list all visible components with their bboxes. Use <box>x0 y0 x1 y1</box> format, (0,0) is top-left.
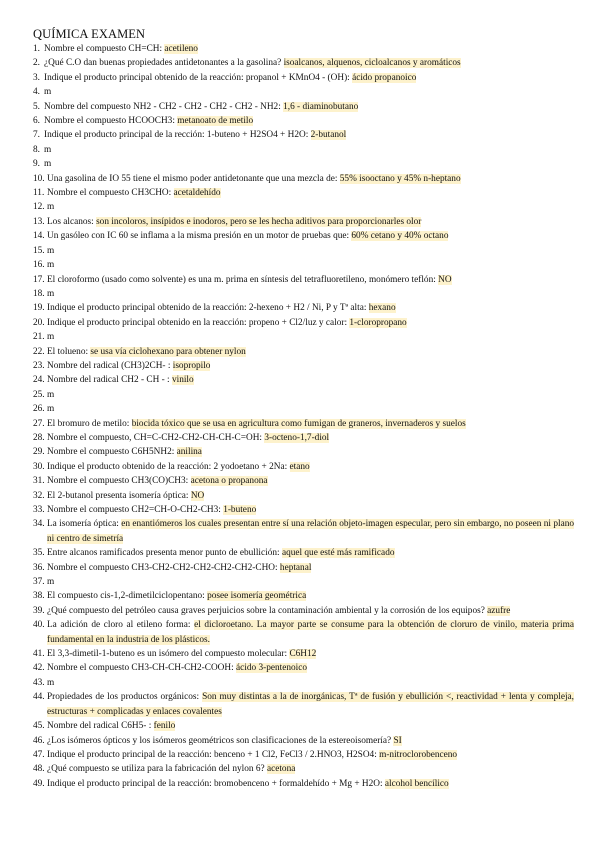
question-item <box>33 460 574 474</box>
question-text: Nombre el compuesto CH3(CO)CH3: <box>47 476 191 487</box>
answer-highlight: 3-octeno-1,7-diol <box>264 432 330 443</box>
question-body <box>47 316 574 330</box>
question-item <box>33 748 574 762</box>
question-body <box>47 474 574 488</box>
question-number: 16. <box>33 260 45 271</box>
question-number: 38. <box>33 591 45 602</box>
question-number: 40. <box>33 620 45 631</box>
question-list <box>33 42 574 791</box>
question-number: 33. <box>33 505 45 515</box>
question-text: m <box>47 577 55 588</box>
answer-highlight: acetileno <box>164 44 198 54</box>
question-body <box>47 690 574 719</box>
question-number: 11. <box>33 188 45 199</box>
question-text: m <box>47 288 55 299</box>
question-item <box>33 661 574 675</box>
question-number: 27. <box>33 418 45 429</box>
answer-highlight: Son muy distintas a la de inorgánicas, Tª de fusión y ebullición <, reactividad + lenta y compleja, estructuras + complicadas y enlaces covalentes <box>47 692 574 717</box>
answer-highlight: NO <box>190 490 205 501</box>
question-item <box>33 100 574 114</box>
question-item <box>33 373 574 387</box>
question-number: 30. <box>33 461 45 472</box>
question-number: 17. <box>33 274 45 285</box>
question-item <box>33 71 574 85</box>
question-text: Indique el producto principal obtenido en la reacción: propeno + Cl2/luz y calor: <box>47 317 350 328</box>
question-body <box>47 647 574 661</box>
question-item <box>33 172 574 186</box>
answer-highlight: posee isomería geométrica <box>207 591 307 602</box>
question-number: 8. <box>33 144 40 155</box>
question-body <box>47 200 574 214</box>
question-number: 24. <box>33 375 45 386</box>
question-item <box>33 330 574 344</box>
question-body <box>47 661 574 675</box>
question-text: m <box>44 159 52 170</box>
answer-highlight: vinilo <box>171 375 194 386</box>
question-item <box>33 287 574 301</box>
question-item <box>33 186 574 200</box>
answer-highlight: 1,6 - diaminobutano <box>283 101 359 112</box>
question-item <box>33 445 574 459</box>
question-body <box>44 56 574 70</box>
question-body <box>47 676 574 690</box>
question-text: Indique el producto principal obtenido de la reacción: propanol + KMnO4 - (OH): <box>44 72 353 83</box>
answer-highlight: metanoato de metilo <box>177 116 254 127</box>
question-item <box>33 762 574 776</box>
question-text: m <box>47 332 55 343</box>
question-body <box>47 373 574 387</box>
answer-highlight: acetaldehído <box>173 188 221 199</box>
question-item <box>33 777 574 791</box>
question-text: Indique el producto principal de la reacción: bromobenceno + formaldehído + Mg + H2O: <box>47 778 385 789</box>
question-number: 7. <box>33 130 40 141</box>
question-text: El compuesto cis-1,2-dimetilciclopentano: <box>47 591 208 602</box>
question-number: 14. <box>33 231 45 242</box>
answer-highlight: biocida tóxico que se usa en agricultura como fumigan de graneros, invernaderos y suelos <box>131 418 466 429</box>
question-number: 45. <box>33 721 45 732</box>
question-number: 35. <box>33 548 45 559</box>
answer-highlight: anilina <box>176 447 202 458</box>
question-item <box>33 517 574 546</box>
question-body <box>47 604 574 618</box>
question-item <box>33 575 574 589</box>
question-text: Indique el producto principal de la rección: 1-buteno + H2SO4 + H2O: <box>44 130 311 141</box>
question-text: El cloroformo (usado como solvente) es una m. prima en síntesis del tetrafluoretileno, monómero teflón: <box>47 274 439 285</box>
question-body <box>47 503 574 517</box>
question-number: 39. <box>33 605 45 616</box>
answer-highlight: C6H12 <box>289 649 317 660</box>
question-item <box>33 56 574 70</box>
question-text: Nombre el compuesto, CH=C-CH2-CH2-CH-CH-C=OH: <box>47 432 265 443</box>
question-body <box>47 330 574 344</box>
question-body <box>47 748 574 762</box>
answer-highlight: m-nitroclorobenceno <box>379 749 458 760</box>
question-text: ¿Qué C.O dan buenas propiedades antidetonantes a la gasolina? <box>44 58 284 69</box>
question-text: Indique el producto principal obtenido de la reacción: 2-hexeno + H2 / Ni, P y Tª alta: <box>47 303 369 314</box>
question-body <box>47 417 574 431</box>
question-body <box>47 719 574 733</box>
question-body <box>44 114 574 128</box>
question-number: 20. <box>33 317 45 328</box>
question-number: 23. <box>33 360 45 371</box>
question-text: Nombre del radical CH2 - CH - : <box>47 375 172 386</box>
question-number: 21. <box>33 332 45 343</box>
question-number: 6. <box>33 116 40 127</box>
question-number: 4. <box>33 87 40 98</box>
question-item <box>33 316 574 330</box>
question-text: La adición de cloro al etileno forma: <box>47 620 195 631</box>
question-item <box>33 388 574 402</box>
question-item <box>33 604 574 618</box>
answer-highlight: 1-cloropropano <box>349 317 407 328</box>
question-text: ¿Los isómeros ópticos y los isómeros geométricos son clasificaciones de la estereoisomería? <box>47 735 394 746</box>
question-text: La isomería óptica: <box>47 519 122 530</box>
question-body <box>47 345 574 359</box>
question-item <box>33 431 574 445</box>
question-item <box>33 402 574 416</box>
question-number: 12. <box>33 202 45 213</box>
question-body <box>47 777 574 791</box>
answer-highlight: 1-buteno <box>223 505 257 515</box>
question-number: 32. <box>33 490 45 501</box>
question-text: ¿Qué compuesto se utiliza para la fabricación del nylon 6? <box>47 764 267 775</box>
answer-highlight: heptanal <box>279 562 312 573</box>
answer-highlight: isoalcanos, alquenos, cicloalcanos y aromáticos <box>283 58 461 69</box>
question-body <box>44 42 574 56</box>
question-text: m <box>47 404 55 415</box>
question-number: 34. <box>33 519 45 530</box>
question-text: Nombre el compuesto HCOOCH3: <box>44 116 178 127</box>
question-number: 19. <box>33 303 45 314</box>
answer-highlight: SI <box>393 735 402 746</box>
question-body <box>47 301 574 315</box>
question-text: Indique el producto obtenido de la reacción: 2 yodoetano + 2Na: <box>47 461 290 472</box>
question-body <box>47 589 574 603</box>
question-text: m <box>47 677 55 688</box>
question-body <box>47 618 574 647</box>
question-text: ¿Qué compuesto del petróleo causa graves perjuicios sobre la contaminación ambiental y la corrosión de los equipos? <box>47 605 488 616</box>
answer-highlight: son incoloros, insípidos e inodoros, pero se les hecha aditivos para proporcionarles olor <box>96 216 422 227</box>
question-item <box>33 647 574 661</box>
question-item <box>33 503 574 517</box>
question-text: m <box>44 144 52 155</box>
question-number: 26. <box>33 404 45 415</box>
question-text: Nombre el compuesto CH3-CH-CH-CH2-COOH: <box>47 663 237 674</box>
question-text: El 2-butanol presenta isomería óptica: <box>47 490 191 501</box>
question-number: 3. <box>33 72 40 83</box>
question-body <box>47 762 574 776</box>
question-item <box>33 546 574 560</box>
question-text: Los alcanos: <box>47 216 97 227</box>
question-body <box>47 273 574 287</box>
question-body <box>44 71 574 85</box>
question-body <box>47 172 574 186</box>
question-text: Nombre del radical (CH3)2CH- : <box>47 360 173 371</box>
answer-highlight: NO <box>438 274 452 285</box>
question-item <box>33 359 574 373</box>
question-text: Nombre el compuesto CH2=CH-O-CH2-CH3: <box>47 505 224 515</box>
question-text: m <box>47 245 55 256</box>
question-body <box>47 445 574 459</box>
question-item <box>33 273 574 287</box>
question-number: 47. <box>33 749 45 760</box>
question-body <box>44 100 574 114</box>
question-item <box>33 143 574 157</box>
question-number: 36. <box>33 562 45 573</box>
question-item <box>33 200 574 214</box>
question-text: Una gasolina de IO 55 tiene el mismo poder antidetonante que una mezcla de: <box>47 173 340 184</box>
question-item <box>33 114 574 128</box>
question-item <box>33 690 574 719</box>
question-number: 42. <box>33 663 45 674</box>
question-body <box>44 128 574 142</box>
answer-highlight: 60% cetano y 40% octano <box>351 231 449 242</box>
question-number: 46. <box>33 735 45 746</box>
answer-highlight: se usa vía ciclohexano para obtener nylon <box>90 346 246 357</box>
question-text: El bromuro de metilo: <box>47 418 132 429</box>
answer-highlight: hexano <box>368 303 396 314</box>
question-item <box>33 719 574 733</box>
question-text: m <box>47 389 55 400</box>
question-item <box>33 589 574 603</box>
question-text: Nombre del compuesto NH2 - CH2 - CH2 - CH2 - CH2 - NH2: <box>44 101 284 112</box>
question-number: 48. <box>33 764 45 775</box>
question-number: 31. <box>33 476 45 487</box>
question-text: El tolueno: <box>47 346 91 357</box>
answer-highlight: el dicloroetano. La mayor parte se consume para la obtención de cloruro de vinilo, materia prima fundamental en la industria de los plásticos. <box>47 620 574 645</box>
answer-highlight: ácido 3-pentenoico <box>236 663 308 674</box>
question-text: Un gasóleo con IC 60 se inflama a la misma presión en un motor de pruebas que: <box>47 231 352 242</box>
question-number: 10. <box>33 173 45 184</box>
question-number: 22. <box>33 346 45 357</box>
question-item <box>33 258 574 272</box>
question-item <box>33 229 574 243</box>
question-text: Nombre el compuesto CH3CHO: <box>47 188 174 199</box>
question-number: 1. <box>33 44 40 54</box>
question-text: El 3,3-dimetil-1-buteno es un isómero del compuesto molecular: <box>47 649 290 660</box>
question-text: m <box>47 260 55 271</box>
question-body <box>47 229 574 243</box>
answer-highlight: acetona o propanona <box>190 476 268 487</box>
question-body <box>47 561 574 575</box>
question-body <box>47 460 574 474</box>
question-text: Nombre el compuesto C6H5NH2: <box>47 447 177 458</box>
question-body <box>47 186 574 200</box>
question-item <box>33 618 574 647</box>
question-item <box>33 301 574 315</box>
question-body <box>47 402 574 416</box>
answer-highlight: aquel que esté más ramificado <box>281 548 395 559</box>
question-text: Nombre el compuesto CH=CH: <box>44 44 165 54</box>
question-body <box>47 359 574 373</box>
question-body <box>47 431 574 445</box>
question-number: 49. <box>33 778 45 789</box>
question-body <box>47 287 574 301</box>
question-body <box>44 143 574 157</box>
question-item <box>33 561 574 575</box>
question-text: m <box>47 202 55 213</box>
question-body <box>44 85 574 99</box>
question-body <box>47 546 574 560</box>
answer-highlight: 2-butanol <box>310 130 347 141</box>
question-body <box>47 258 574 272</box>
question-item <box>33 489 574 503</box>
answer-highlight: fenilo <box>153 721 176 732</box>
question-number: 18. <box>33 288 45 299</box>
question-body <box>47 517 574 546</box>
question-number: 37. <box>33 577 45 588</box>
question-item <box>33 345 574 359</box>
question-body <box>47 575 574 589</box>
question-body <box>47 215 574 229</box>
question-number: 28. <box>33 432 45 443</box>
answer-highlight: alcohol bencílico <box>384 778 449 789</box>
answer-highlight: 55% isooctano y 45% n-heptano <box>339 173 461 184</box>
question-body <box>47 489 574 503</box>
question-body <box>47 388 574 402</box>
answer-highlight: isopropilo <box>172 360 211 371</box>
question-body <box>44 157 574 171</box>
question-number: 43. <box>33 677 45 688</box>
question-number: 2. <box>33 58 40 69</box>
answer-highlight: azufre <box>487 605 511 616</box>
question-text: Propiedades de los productos orgánicos: <box>47 692 203 703</box>
question-text: Entre alcanos ramificados presenta menor punto de ebullición: <box>47 548 282 559</box>
question-text: Nombre del radical C6H5- : <box>47 721 154 732</box>
question-body <box>47 734 574 748</box>
page-title: QUÍMICA EXAMEN <box>33 27 146 41</box>
question-item <box>33 474 574 488</box>
question-number: 41. <box>33 649 45 660</box>
question-item <box>33 417 574 431</box>
answer-highlight: en enantiómeros los cuales presentan entre sí una relación objeto-imagen especular, pero sin embargo, no poseen ni plano ni centro de simetría <box>47 519 575 544</box>
question-body <box>47 244 574 258</box>
question-text: Indique el producto principal de la reacción: benceno + 1 Cl2, FeCl3 / 2.HNO3, H2SO4: <box>47 749 380 760</box>
question-number: 9. <box>33 159 40 170</box>
answer-highlight: ácido propanoico <box>352 72 417 83</box>
question-item <box>33 215 574 229</box>
question-item <box>33 734 574 748</box>
question-text: Nombre el compuesto CH3-CH2-CH2-CH2-CH2-CH2-CHO: <box>47 562 280 573</box>
question-item <box>33 85 574 99</box>
question-number: 29. <box>33 447 45 458</box>
question-item <box>33 157 574 171</box>
question-number: 15. <box>33 245 45 256</box>
question-number: 13. <box>33 216 45 227</box>
answer-highlight: acetona <box>266 764 296 775</box>
question-item <box>33 128 574 142</box>
question-number: 44. <box>33 692 45 703</box>
question-number: 25. <box>33 389 45 400</box>
question-item <box>33 42 574 56</box>
question-item <box>33 676 574 690</box>
answer-highlight: etano <box>289 461 310 472</box>
question-item <box>33 244 574 258</box>
question-number: 5. <box>33 101 40 112</box>
question-text: m <box>44 87 52 98</box>
